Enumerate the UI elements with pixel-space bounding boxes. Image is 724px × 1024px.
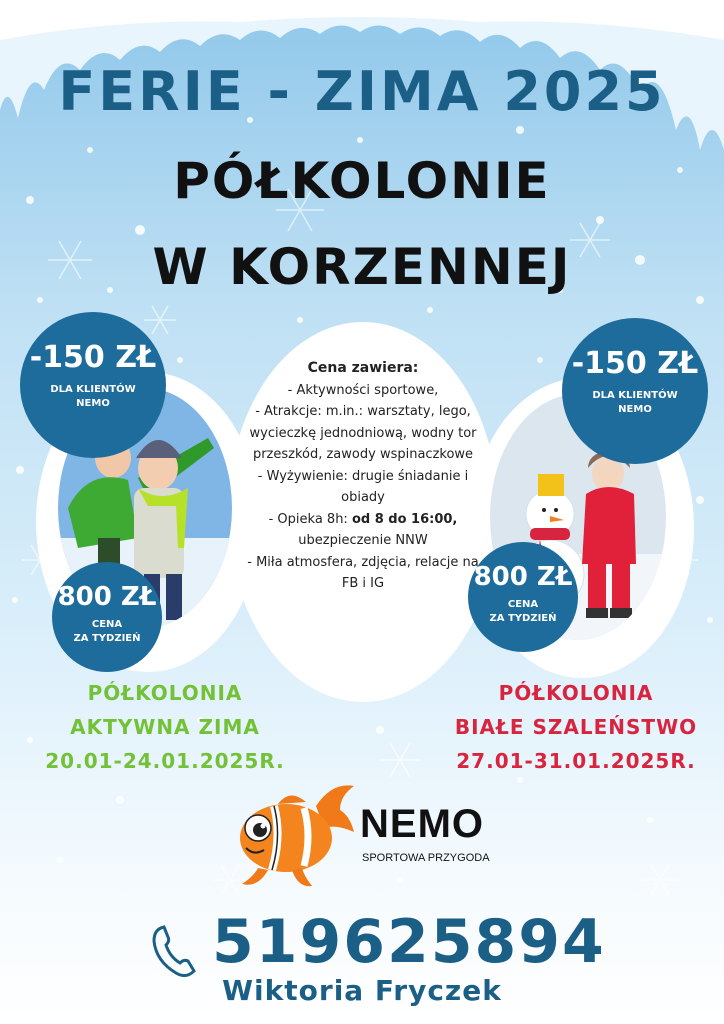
camp-active-winter [20, 676, 310, 778]
care-suffix: ubezpieczenie NNW [298, 533, 428, 548]
price-label-line2: ZA TYDZIEŃ [489, 613, 557, 624]
nemo-logo [228, 776, 548, 896]
price-label-line1: CENA [507, 599, 539, 610]
include-item-meals: - Wyżywienie: drugie śniadanie i obiady [257, 468, 469, 505]
include-item-atmosphere: - Miła atmosfera, zdjęcia, relacje na FB i IG [247, 554, 479, 591]
camp-name: BIAŁE SZALEŃSTWO [454, 715, 698, 739]
price-amount: 800 ZŁ [473, 562, 573, 592]
contact-person: Wiktoria Fryczek [222, 974, 502, 1007]
care-prefix: - Opieka 8h: [268, 511, 352, 527]
discount-badge-right [562, 318, 708, 464]
discount-amount: -150 ZŁ [571, 346, 699, 381]
camp-dates: 20.01-24.01.2025R. [45, 749, 285, 773]
include-item-sports: - Aktywności sportowe, [287, 382, 439, 398]
phone-number[interactable]: 519625894 [212, 907, 606, 977]
title-location: W KORZENNEJ [152, 238, 572, 296]
price-amount: 800 ZŁ [57, 582, 157, 612]
price-includes-heading: Cena zawiera: [307, 360, 419, 376]
camp-white-madness [426, 676, 724, 778]
camp-name: AKTYWNA ZIMA [70, 715, 260, 739]
care-hours: od 8 do 16:00, [351, 511, 458, 527]
discount-badge-left [20, 312, 166, 458]
discount-amount: -150 ZŁ [29, 340, 157, 375]
discount-label-line1: DLA KLIENTÓW [50, 384, 136, 395]
camp-type: PÓŁKOLONIA [87, 681, 243, 705]
include-item-care [240, 509, 486, 552]
price-badge-left [52, 562, 162, 672]
title-polkolonie: PÓŁKOLONIE [173, 152, 551, 210]
camp-dates: 27.01-31.01.2025R. [456, 749, 696, 773]
price-badge-right [468, 542, 578, 652]
phone-icon [150, 923, 200, 979]
camp-type: PÓŁKOLONIA [498, 681, 654, 705]
price-label-line1: CENA [91, 619, 123, 630]
price-label-line2: ZA TYDZIEŃ [73, 633, 141, 644]
title-ferie: FERIE - ZIMA 2025 [58, 60, 666, 123]
phone-contact[interactable] [150, 905, 606, 985]
brand-name: NEMO [360, 802, 484, 846]
clownfish-icon [228, 776, 358, 892]
include-item-attractions: - Atrakcje: m.in.: warsztaty, lego, wycieczkę jednodniową, wodny tor przeszkód, zawody wspinaczkowe [249, 404, 477, 462]
discount-label-line2: NEMO [76, 398, 110, 409]
brand-tagline: SPORTOWA PRZYGODA [362, 852, 490, 864]
discount-label-line1: DLA KLIENTÓW [592, 390, 678, 401]
price-includes-list [240, 358, 486, 595]
discount-label-line2: NEMO [618, 404, 652, 415]
